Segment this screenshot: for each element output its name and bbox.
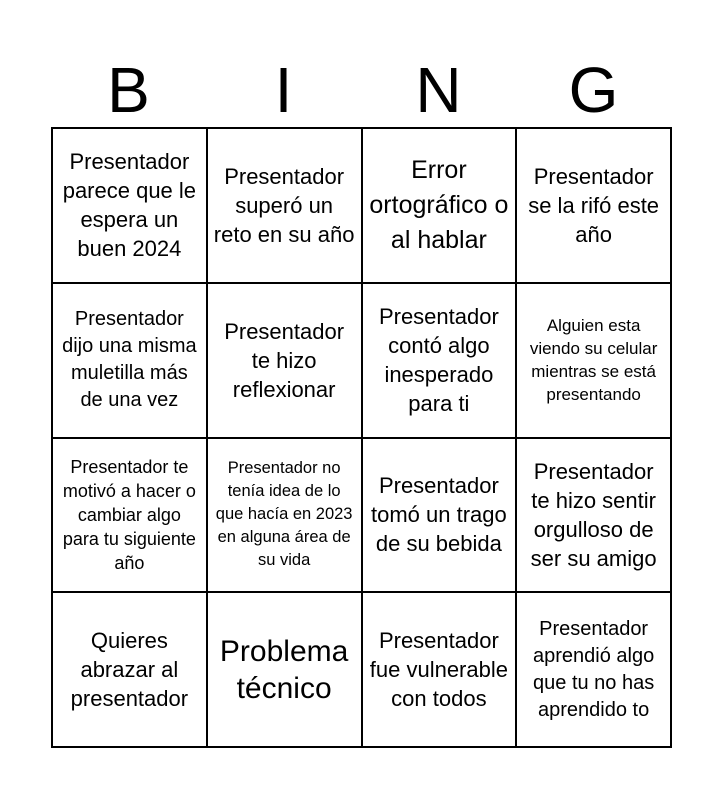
bingo-cell[interactable]: [517, 284, 672, 439]
bingo-cell[interactable]: [53, 593, 208, 748]
bingo-cell[interactable]: [53, 129, 208, 284]
bingo-header: [51, 52, 671, 128]
bingo-cell-text: Presentador superó un reto en su año: [213, 163, 355, 247]
bingo-cell-text: Presentador parece que le espera un buen 2024: [62, 149, 197, 262]
bingo-cell-text: Presentador contó algo inesperado para ti: [378, 304, 499, 417]
bingo-cell-text: Presentador aprendió algo que tu no has aprendido to: [533, 617, 655, 721]
bingo-cell[interactable]: [363, 129, 518, 284]
bingo-cell-text: Presentador te hizo sentir orgulloso de ser su amigo: [530, 458, 657, 571]
bingo-board: [51, 127, 672, 748]
bingo-cell-text: Presentador tomó un trago de su bebida: [371, 473, 507, 557]
bingo-cell[interactable]: [517, 439, 672, 594]
header-letter-b: B: [107, 54, 150, 126]
bingo-cell[interactable]: [208, 439, 363, 594]
bingo-cell[interactable]: [517, 129, 672, 284]
bingo-cell-text: Presentador se la rifó este año: [528, 163, 660, 247]
bingo-cell[interactable]: [53, 284, 208, 439]
bingo-cell[interactable]: [363, 439, 518, 594]
bingo-cell[interactable]: [363, 593, 518, 748]
bingo-cell[interactable]: [208, 129, 363, 284]
bingo-cell-text: Presentador no tenía idea de lo que hacía en 2023 en alguna área de su vida: [215, 459, 353, 570]
bingo-cell[interactable]: [208, 593, 363, 748]
bingo-cell[interactable]: [363, 284, 518, 439]
bingo-cell[interactable]: [53, 439, 208, 594]
bingo-cell-text: Quieres abrazar al presentador: [70, 628, 189, 712]
bingo-cell-text: Presentador te hizo reflexionar: [224, 318, 345, 402]
bingo-cell-text: Problema técnico: [219, 634, 349, 705]
bingo-cell-text: Error ortográfico o al hablar: [369, 155, 509, 254]
bingo-cell[interactable]: [517, 593, 672, 748]
header-letter-n: N: [415, 54, 462, 126]
bingo-cell-text: Presentador te motivó a hacer o cambiar algo para tu siguiente año: [62, 456, 196, 573]
bingo-cell[interactable]: [208, 284, 363, 439]
bingo-cell-text: Presentador fue vulnerable con todos: [369, 628, 508, 712]
header-letter-i: I: [274, 54, 293, 126]
header-letter-g: G: [568, 54, 619, 126]
bingo-cell-text: Alguien esta viendo su celular mientras se está presentando: [529, 316, 658, 405]
bingo-cell-text: Presentador dijo una misma muletilla más de una vez: [62, 308, 197, 412]
